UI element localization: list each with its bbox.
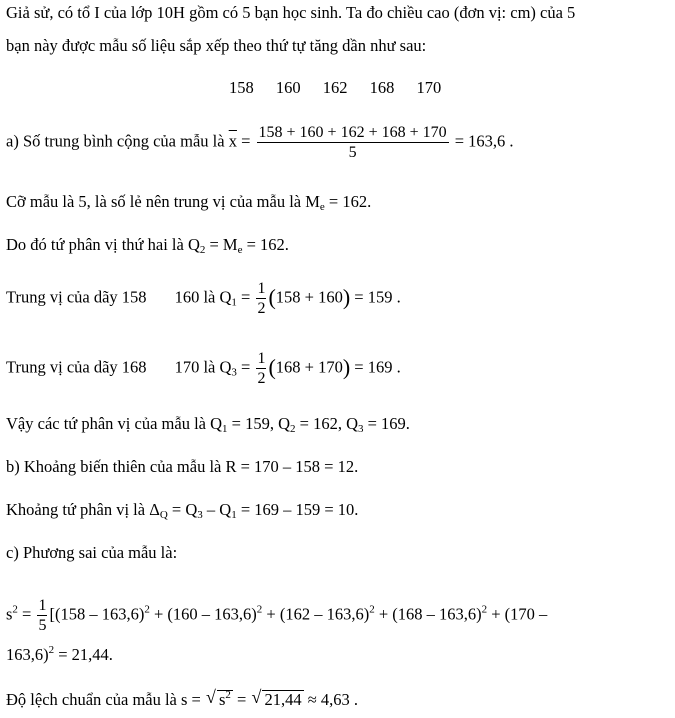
data-values [229,78,441,98]
q2-sub: 2 [199,244,206,256]
q1-second: 160 là Q [174,287,232,307]
q2-text: Do đó tứ phân vị thứ hai là Q [6,235,200,254]
range-line: b) Khoảng biến thiên của mẫu là R = 170 – 158 = 12. [6,457,359,476]
half-fraction [256,279,266,318]
q1-line [6,279,401,318]
q1-tail: = 159 . [350,287,401,307]
mean-line [6,123,514,162]
q2-line [6,235,289,255]
half-numerator: 1 [257,280,266,297]
open-paren: ( [268,284,276,310]
sub: 1 [231,509,237,521]
variance-line-2 [6,645,113,665]
mean-fraction [257,123,449,162]
q3-sub: 3 [231,366,237,379]
radicand [217,690,233,709]
quartiles-text: = 169. [363,414,410,433]
mean-numerator: 158 + 160 + 162 + 168 + 170 [258,124,447,141]
q1-sub: 1 [231,296,237,309]
fifth-fraction [37,596,47,635]
q1-prefix: Trung vị của dãy 158 [6,287,147,307]
variance-term: [(158 – 163,6) [49,604,145,624]
stddev-prefix: Độ lệch chuẩn của mẫu là s = [6,690,205,709]
data-value: 168 [369,78,395,97]
radicand-s: s [218,690,226,709]
q2-mid: = M [205,235,238,254]
sup: 2 [225,689,231,701]
variance-term: + (168 – 163,6) [374,604,482,624]
q3-inner: 168 + 170 [275,357,343,377]
mean-result: = 163,6 . [450,131,514,151]
close-paren: ) [342,284,351,310]
data-value: 170 [416,78,442,97]
iqr-line [6,500,358,520]
variance-term: + (170 – [487,604,548,624]
sub: 2 [290,423,296,435]
q3-tail: = 169 . [350,357,401,377]
quartiles-text: Vậy các tứ phân vị của mẫu là Q [6,414,223,433]
median-tail: = 162. [324,192,372,211]
sup: 2 [481,603,488,616]
half-numerator: 1 [257,350,266,367]
close-paren: ) [342,354,351,380]
sup: 2 [144,603,150,616]
median-sub: e [319,201,325,213]
radicand: 21,44 [264,690,302,709]
sqrt-symbol [252,690,303,710]
variance-term: 163,6) [6,645,49,664]
quartiles-line [6,414,410,434]
fifth-numerator: 1 [38,597,47,614]
intro-line-2: bạn này được mẫu số liệu sắp xếp theo thứ tự tăng dần như sau: [6,36,427,55]
mean-prefix: a) Số trung bình cộng của mẫu là [6,131,229,151]
stddev-line [6,690,358,710]
q3-second: 170 là Q [174,357,232,377]
variance-title: c) Phương sai của mẫu là: [6,543,178,562]
sup: 2 [48,644,55,656]
iqr-text: = 169 – 159 = 10. [236,500,359,519]
half-denominator: 2 [257,300,266,317]
equals: = [232,690,251,709]
q3-prefix: Trung vị của dãy 168 [6,357,147,377]
q1-inner: 158 + 160 [275,287,343,307]
equals: = [17,604,36,624]
intro-line-1: Giả sử, có tổ I của lớp 10H gồm có 5 bạn học sinh. Ta đo chiều cao (đơn vị: cm) của 5 [6,3,576,22]
mean-symbol: $\overline{x}$ [228,131,237,151]
half-denominator: 2 [257,370,266,387]
q2-tail: = 162. [242,235,289,254]
variance-result: = 21,44. [54,645,113,664]
variance-line-1 [6,596,547,635]
data-value: 160 [275,78,301,97]
data-value: 162 [322,78,348,97]
sup: 2 [12,603,18,616]
variance-term: + (162 – 163,6) [262,604,370,624]
sup: 2 [369,603,375,616]
equals: = [236,357,255,377]
quartiles-text: = 162, Q [295,414,358,433]
mean-denominator: 5 [348,144,357,161]
quartiles-text: = 159, Q [227,414,291,433]
sub: 3 [358,423,364,435]
median-text: Cỡ mẫu là 5, là số lẻ nên trung vị của mẫu là M [6,192,320,211]
iqr-text: Khoảng tứ phân vị là Δ [6,500,160,519]
half-fraction [256,349,266,388]
median-line [6,192,371,212]
sub: 1 [222,423,228,435]
stddev-tail: ≈ 4,63 . [303,690,359,709]
equals: = [236,287,255,307]
equals: = [236,131,255,151]
sub: Q [159,509,168,521]
iqr-text: = Q [167,500,198,519]
q2-sub2: e [237,244,243,256]
sub: 3 [197,509,203,521]
q3-line [6,349,401,388]
variance-symbol: s [6,604,13,624]
fifth-denominator: 5 [38,617,47,634]
sup: 2 [256,603,263,616]
open-paren: ( [268,354,276,380]
sqrt-symbol [207,690,233,710]
variance-term: + (160 – 163,6) [149,604,257,624]
iqr-text: – Q [202,500,232,519]
data-value: 158 [229,78,254,97]
